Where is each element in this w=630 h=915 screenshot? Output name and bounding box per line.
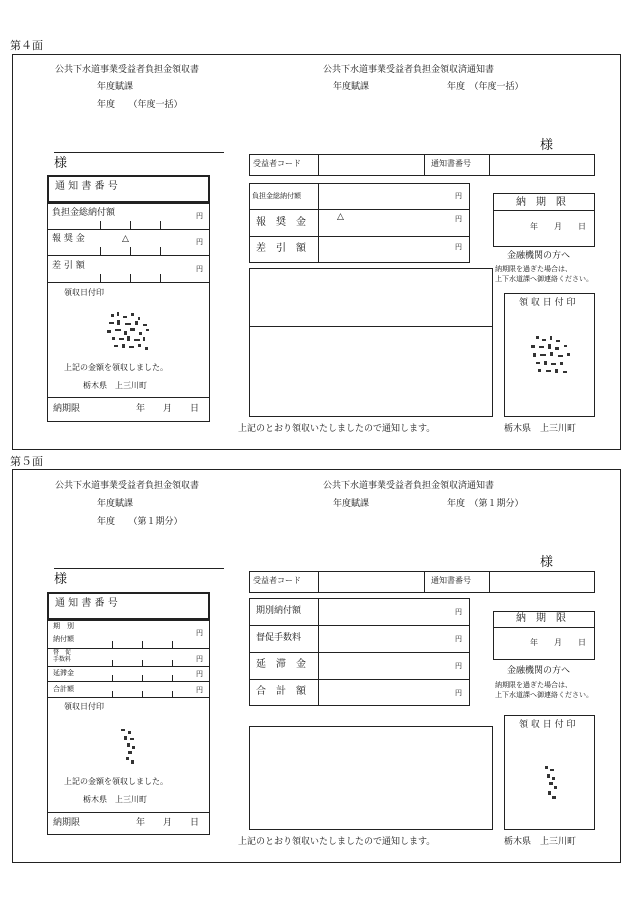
late-fee-label: 延滞金 bbox=[53, 669, 74, 677]
reward-label: 報 奨 金 bbox=[256, 217, 306, 228]
yen-unit: 円 bbox=[196, 629, 203, 637]
receipt-title: 公共下水道事業受益者負担金領収書 bbox=[55, 65, 200, 75]
total-label: 合計額 bbox=[53, 685, 74, 693]
deadline-date: 年 月 日 bbox=[136, 404, 200, 414]
receipt-levy-year: 年度賦課 bbox=[97, 499, 134, 509]
receipt-period: 年度 （年度一括） bbox=[97, 100, 183, 110]
receipt-period: 年度 （第１期分） bbox=[97, 517, 183, 527]
yen-unit: 円 bbox=[196, 686, 203, 694]
reward-label: 報 奨 金 bbox=[52, 234, 85, 244]
net-amount-label: 差 引 額 bbox=[256, 243, 306, 254]
issuer-town: 栃木県 上三川町 bbox=[83, 381, 147, 390]
remarks-box bbox=[249, 268, 493, 417]
bank-note-title: 金融機関の方へ bbox=[507, 251, 571, 261]
bank-note-title: 金融機関の方へ bbox=[507, 666, 571, 676]
notice-period: 年度 （第１期分） bbox=[447, 499, 524, 509]
deadline-date: 年 月 日 bbox=[530, 638, 586, 647]
notice-title: 公共下水道事業受益者負担金領収済通知書 bbox=[323, 65, 495, 75]
reminder-fee-label: 手数料 bbox=[53, 656, 72, 663]
honorific: 様 bbox=[540, 138, 554, 153]
triangle-mark: △ bbox=[122, 234, 129, 244]
notice-levy-year: 年度賦課 bbox=[333, 499, 370, 509]
yen-unit: 円 bbox=[455, 689, 462, 697]
net-amount-label: 差 引 額 bbox=[52, 261, 85, 271]
notice-number-label: 通知書番号 bbox=[431, 576, 471, 585]
page-label: 第４面 bbox=[10, 39, 43, 52]
bank-note-line: 上下水道課へ御連絡ください。 bbox=[495, 691, 593, 699]
yen-unit: 円 bbox=[455, 608, 462, 616]
notice-number-label: 通 知 書 番 号 bbox=[55, 181, 118, 192]
name-underline bbox=[54, 152, 224, 153]
yen-unit: 円 bbox=[455, 215, 462, 223]
notice-statement: 上記のとおり領収いたしましたので通知します。 bbox=[238, 424, 436, 434]
installment-label: 納付額 bbox=[53, 635, 74, 643]
deadline-label: 納期限 bbox=[53, 404, 81, 414]
bank-note-line: 納期限を過ぎた場合は、 bbox=[495, 265, 572, 273]
notice-period: 年度 （年度一括） bbox=[447, 82, 524, 92]
receipt-stamp-image bbox=[528, 334, 574, 378]
yen-unit: 円 bbox=[455, 192, 462, 200]
issuer-town: 栃木県 上三川町 bbox=[504, 837, 577, 847]
yen-unit: 円 bbox=[196, 238, 203, 246]
installment-label: 期 別 bbox=[53, 622, 74, 630]
yen-unit: 円 bbox=[196, 670, 203, 678]
bank-note-line: 上下水道課へ御連絡ください。 bbox=[495, 275, 593, 283]
receipt-title: 公共下水道事業受益者負担金領収書 bbox=[55, 481, 200, 491]
deadline-label: 納 期 限 bbox=[516, 613, 566, 624]
name-underline bbox=[54, 568, 224, 569]
beneficiary-code-label: 受益者コード bbox=[253, 159, 301, 168]
yen-unit: 円 bbox=[455, 635, 462, 643]
total-amount-label: 負担金総納付額 bbox=[252, 192, 301, 200]
reminder-fee-label: 督促手数料 bbox=[256, 633, 302, 643]
receipt-levy-year: 年度賦課 bbox=[97, 82, 134, 92]
deadline-date: 年 月 日 bbox=[530, 222, 586, 231]
total-amount-label: 負担金総納付額 bbox=[52, 208, 116, 218]
late-fee-label: 延 滞 金 bbox=[256, 659, 306, 670]
stamp-label: 領収日付印 bbox=[64, 702, 104, 711]
receipt-stamp-image bbox=[540, 764, 562, 804]
honorific: 様 bbox=[54, 156, 68, 171]
receipt-stamp-image bbox=[118, 727, 140, 767]
page-label: 第５面 bbox=[10, 455, 43, 468]
deadline-label: 納期限 bbox=[53, 818, 81, 828]
deadline-label: 納 期 限 bbox=[516, 197, 566, 208]
remarks-box bbox=[249, 726, 493, 830]
triangle-mark: △ bbox=[337, 212, 344, 222]
yen-unit: 円 bbox=[455, 662, 462, 670]
yen-unit: 円 bbox=[196, 212, 203, 220]
installment-amount-label: 期別納付額 bbox=[256, 606, 302, 616]
notice-number-label: 通 知 書 番 号 bbox=[55, 598, 118, 609]
yen-unit: 円 bbox=[196, 655, 203, 663]
deadline-date: 年 月 日 bbox=[136, 818, 200, 828]
honorific: 様 bbox=[54, 572, 68, 587]
issuer-town: 栃木県 上三川町 bbox=[504, 424, 577, 434]
beneficiary-code-label: 受益者コード bbox=[253, 576, 301, 585]
reminder-fee-label: 督 促 bbox=[53, 649, 72, 656]
yen-unit: 円 bbox=[196, 265, 203, 273]
honorific: 様 bbox=[540, 555, 554, 570]
received-statement: 上記の金額を領収しました。 bbox=[64, 363, 168, 372]
notice-levy-year: 年度賦課 bbox=[333, 82, 370, 92]
bank-note-line: 納期限を過ぎた場合は、 bbox=[495, 681, 572, 689]
notice-title: 公共下水道事業受益者負担金領収済通知書 bbox=[323, 481, 495, 491]
notice-number-label: 通知書番号 bbox=[431, 159, 471, 168]
receipt-stamp-image bbox=[105, 310, 153, 354]
notice-statement: 上記のとおり領収いたしましたので通知します。 bbox=[238, 837, 436, 847]
total-label: 合 計 額 bbox=[256, 686, 306, 697]
stamp-label: 領 収 日 付 印 bbox=[519, 720, 576, 730]
yen-unit: 円 bbox=[455, 243, 462, 251]
received-statement: 上記の金額を領収しました。 bbox=[64, 777, 168, 786]
stamp-label: 領 収 日 付 印 bbox=[519, 298, 576, 308]
issuer-town: 栃木県 上三川町 bbox=[83, 795, 147, 804]
stamp-label: 領収日付印 bbox=[64, 288, 104, 297]
